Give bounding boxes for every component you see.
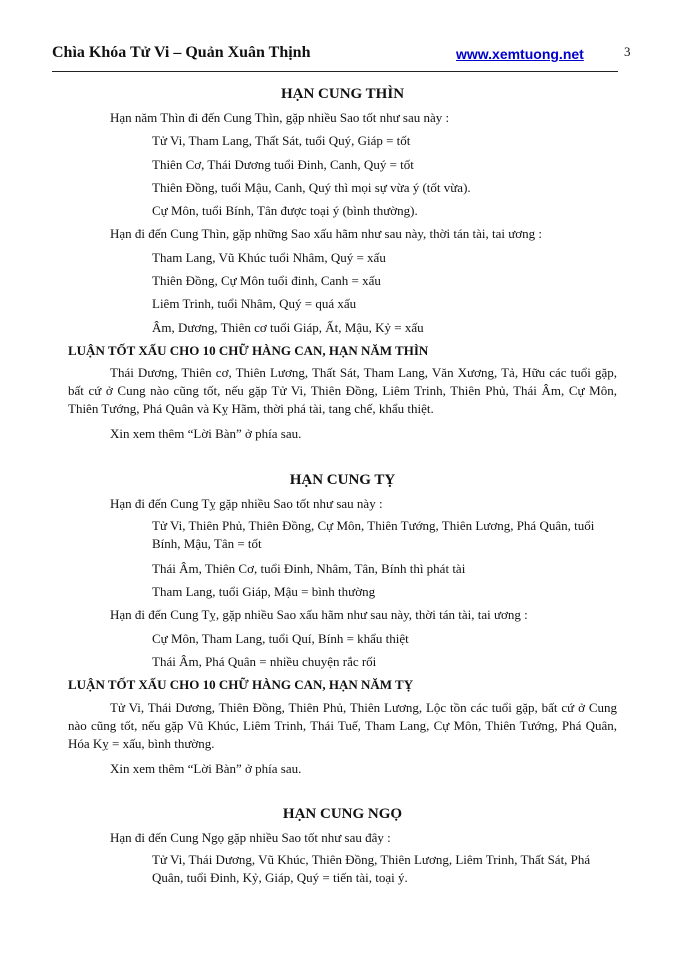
bad-item: Âm, Dương, Thiên cơ tuổi Giáp, Ất, Mậu, Kỷ = xấu	[152, 319, 424, 335]
good-item: Tử Vi, Thái Dương, Vũ Khúc, Thiên Đồng, Thiên Lương, Liêm Trinh, Thất Sát, Phá Quân, tuổi Đinh, Kỷ, Giáp, Quý = tiến tài, toại ý.	[152, 852, 591, 886]
bad-item: Thiên Đồng, Cự Môn tuổi đinh, Canh = xấu	[152, 273, 381, 289]
good-item: Thái Âm, Thiên Cơ, tuổi Đinh, Nhâm, Tân, Bính thì phát tài	[152, 560, 466, 576]
page-number: 3	[624, 44, 631, 59]
good-item: Tử Vi, Thiên Phủ, Thiên Đồng, Cự Môn, Thiên Tướng, Thiên Lương, Phá Quân, tuổi Bính, Mậu, Tân = tốt	[152, 517, 595, 551]
luan-heading: LUẬN TỐT XẤU CHO 10 CHỮ HÀNG CAN, HẠN NĂM TỴ	[68, 677, 414, 693]
good-intro: Hạn đi đến Cung Tỵ gặp nhiều Sao tốt như sau này :	[110, 495, 383, 511]
header-rule	[52, 71, 618, 72]
book-title: Chìa Khóa Tử Vi – Quản Xuân Thịnh	[52, 44, 311, 61]
bad-intro: Hạn đi đến Cung Tỵ, gặp nhiều Sao xấu hãm như sau này, thời tán tài, tai ương :	[110, 607, 528, 623]
section-title-ngo: HẠN CUNG NGỌ	[282, 805, 403, 822]
luan-text: Tử Vi, Thái Dương, Thiên Đồng, Thiên Phủ, Thiên Lương, Lộc tồn các tuổi gặp, bất cứ ở Cung nào cũng tốt, nếu gặp Vũ Khúc, Liêm Trinh, Thái Tuế, Tham Lang, Cự Môn, Thiên Tướng, Phá Quân, Hóa Kỵ = xấu, bình thường.	[68, 699, 617, 751]
see-more-note: Xin xem thêm “Lời Bàn” ở phía sau.	[110, 426, 302, 442]
bad-item: Liêm Trinh, tuổi Nhâm, Quý = quá xấu	[152, 296, 357, 312]
good-intro: Hạn năm Thìn đi đến Cung Thìn, gặp nhiều Sao tốt như sau này :	[110, 110, 450, 125]
see-more-note: Xin xem thêm “Lời Bàn” ở phía sau.	[110, 760, 302, 776]
luan-text: Thái Dương, Thiên cơ, Thiên Lương, Thất Sát, Tham Lang, Văn Xương, Tả, Hữu các tuổi gặp, bất cứ ở Cung nào cũng tốt, nếu gặp Tử Vi, Thiên Đồng, Liêm Trinh, Thiên Phủ, Thái Âm, Cự Môn, Thiên Tướng, Phá Quân và Kỵ Hãm, thời phá tài, tang chế, khẩu thiệt.	[68, 365, 617, 417]
bad-intro: Hạn đi đến Cung Thìn, gặp những Sao xấu hãm như sau này, thời tán tài, tai ương :	[110, 226, 543, 242]
good-intro: Hạn đi đến Cung Ngọ gặp nhiều Sao tốt như sau đây :	[110, 829, 391, 845]
page-body	[68, 82, 617, 891]
good-item: Tham Lang, tuổi Giáp, Mậu = bình thường	[152, 584, 376, 600]
section-title-thin: HẠN CUNG THÌN	[280, 86, 405, 102]
website-link[interactable]: www.xemtuong.net	[456, 46, 584, 62]
section-title-ty: HẠN CUNG TỴ	[289, 471, 396, 488]
bad-item: Tham Lang, Vũ Khúc tuổi Nhâm, Quý = xấu	[152, 249, 386, 265]
luan-heading: LUẬN TỐT XẤU CHO 10 CHỮ HÀNG CAN, HẠN NĂM THÌN	[68, 342, 429, 358]
good-item: Thiên Cơ, Thái Dương tuổi Đinh, Canh, Quý = tốt	[152, 156, 414, 172]
good-item: Cự Môn, tuổi Bính, Tân được toại ý (bình thường).	[152, 203, 418, 219]
good-item: Tử Vi, Tham Lang, Thất Sát, tuổi Quý, Giáp = tốt	[152, 133, 411, 149]
good-item: Thiên Đồng, tuổi Mậu, Canh, Quý thì mọi sự vừa ý (tốt vừa).	[152, 179, 471, 195]
page-header	[52, 40, 632, 72]
bad-item: Cự Môn, Tham Lang, tuổi Quí, Bính = khẩu thiệt	[152, 630, 409, 646]
bad-item: Thái Âm, Phá Quân = nhiều chuyện rắc rối	[152, 654, 377, 670]
